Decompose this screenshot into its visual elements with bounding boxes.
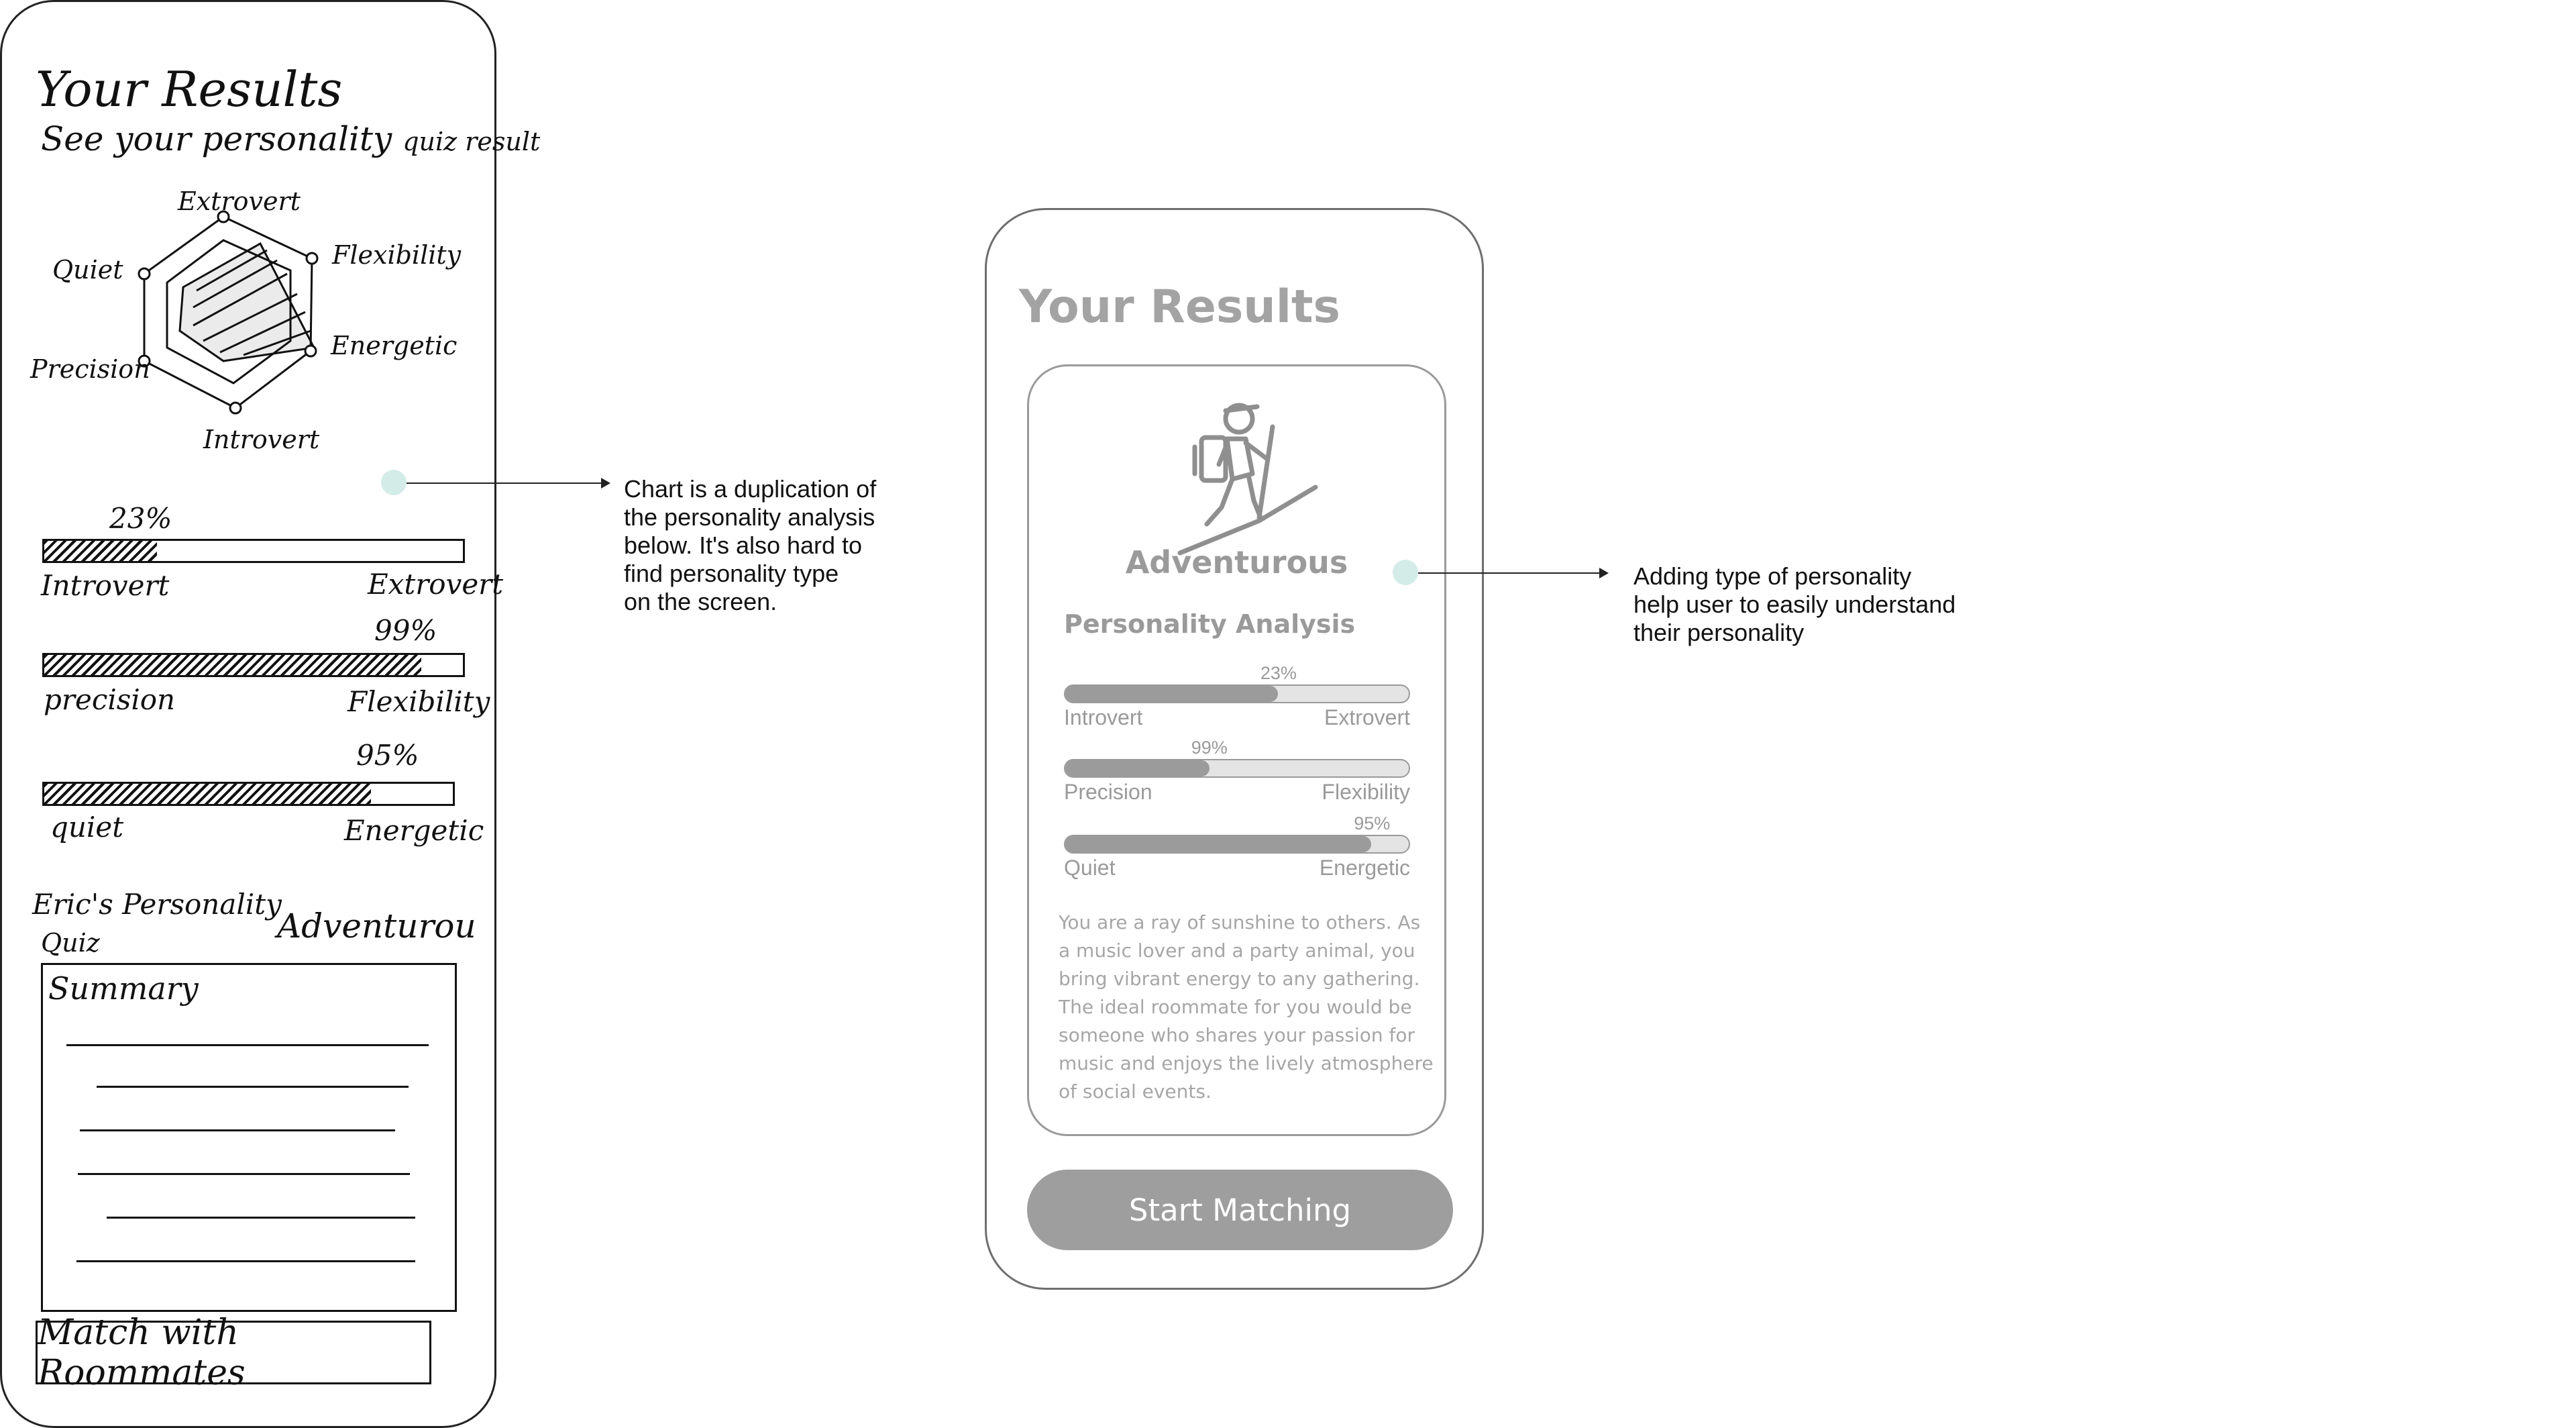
sketch-bar1-fill [44,541,157,561]
sketch-bar1-right: Extrovert [368,568,504,601]
sketch-type-label: Adventurou [277,907,476,946]
sketch-bar1 [42,539,465,563]
trait-track [1064,835,1410,854]
sketch-bar1-percent: 23% [109,502,172,535]
trait-left-label: Precision [1064,780,1152,804]
sketch-bar2-fill [44,655,421,675]
description-line: music and enjoys the lively atmosphere [1059,1052,1434,1074]
trait-percent: 23% [1260,663,1297,683]
description-line: The ideal roommate for you would be [1059,996,1412,1018]
note-line: the personality analysis [624,503,875,531]
sketch-bar3-right: Energetic [344,814,484,847]
section-title: Personality Analysis [1064,609,1356,639]
trait-fill [1065,836,1371,852]
annotation-dot-right [1393,560,1418,585]
note-line: their personality [1633,619,1805,646]
sketch-summary-line [78,1173,410,1175]
sketch-bar1-left: Introvert [41,569,170,602]
phone-mockup [985,208,1484,1290]
sketch-bar2 [42,653,465,677]
note-line: help user to easily understand [1633,591,1956,618]
sketch-bar3-fill [44,784,371,804]
note-line: on the screen. [624,588,777,615]
personality-description [1059,909,1434,1106]
sketch-bar2-percent: 99% [374,614,437,647]
note-line: below. It's also hard to [624,531,863,559]
annotation-note-right [1633,562,1955,647]
radar-label-upper-right: Flexibility [332,240,462,270]
trait-track [1064,684,1410,703]
page-title: Your Results [1019,280,1340,334]
description-line: You are a ray of sunshine to others. As [1059,911,1421,933]
sketch-summary-line [107,1217,415,1219]
annotation-note-left [624,475,876,616]
radar-label-top: Extrovert [178,187,301,216]
sketch-summary-label: Summary [48,970,199,1007]
description-line: bring vibrant energy to any gathering. [1059,968,1420,990]
sketch-radar-chart [2,170,498,485]
results-card [1027,364,1446,1136]
sketch-quiz-label: Eric's Personality [32,888,282,921]
sketch-summary-line [80,1129,395,1131]
trait-left-label: Quiet [1064,856,1116,880]
sketch-summary-line [97,1086,409,1088]
radar-label-bottom: Introvert [203,425,320,454]
sketch-bar2-right: Flexibility [347,685,490,718]
description-line: someone who shares your passion for [1059,1024,1415,1046]
arrow-right-icon [1599,568,1609,578]
trait-right-label: Flexibility [1322,780,1410,804]
trait-track [1064,759,1410,778]
radar-label-upper-left: Quiet [52,255,123,285]
trait-fill [1065,760,1210,776]
trait-percent: 95% [1354,813,1391,833]
note-line: find personality type [624,560,839,587]
start-matching-button[interactable]: Start Matching [1027,1170,1453,1250]
note-line: Chart is a duplication of [624,475,877,503]
trait-fill [1065,686,1278,702]
sketch-wireframe [0,0,541,1428]
description-line: of social events. [1059,1080,1212,1103]
trait-row [1064,737,1410,805]
trait-right-label: Energetic [1319,856,1410,880]
trait-row [1064,813,1410,880]
sketch-subtitle-main: See your personality [41,119,392,158]
trait-percent: 99% [1191,737,1228,758]
radar-label-left: Precision [30,354,150,384]
sketch-summary-line [76,1260,415,1262]
sketch-title: Your Results [36,61,343,117]
sketch-bar2-left: precision [44,683,176,716]
trait-left-label: Introvert [1064,705,1143,729]
sketch-bar3 [42,782,455,806]
arrow-right-icon [601,478,610,489]
personality-type: Adventurous [1125,544,1348,580]
sketch-subtitle [41,119,540,158]
radar-label-right: Energetic [331,331,458,360]
annotation-dot-left [381,470,407,495]
sketch-bar3-percent: 95% [356,739,419,772]
annotation-line-right [1418,572,1599,574]
annotation-line-left [407,482,601,484]
sketch-quiz-label-2: Quiz [41,928,100,958]
sketch-summary-line [66,1044,429,1046]
description-line: a music lover and a party animal, you [1059,939,1415,962]
note-line: Adding type of personality [1633,562,1912,590]
sketch-subtitle-small: quiz result [402,127,541,156]
trait-right-label: Extrovert [1324,705,1410,729]
sketch-bar3-left: quiet [50,811,124,844]
trait-row [1064,663,1410,730]
sketch-summary-box [41,963,457,1312]
sketch-match-button: Match with Roommates [36,1321,431,1384]
